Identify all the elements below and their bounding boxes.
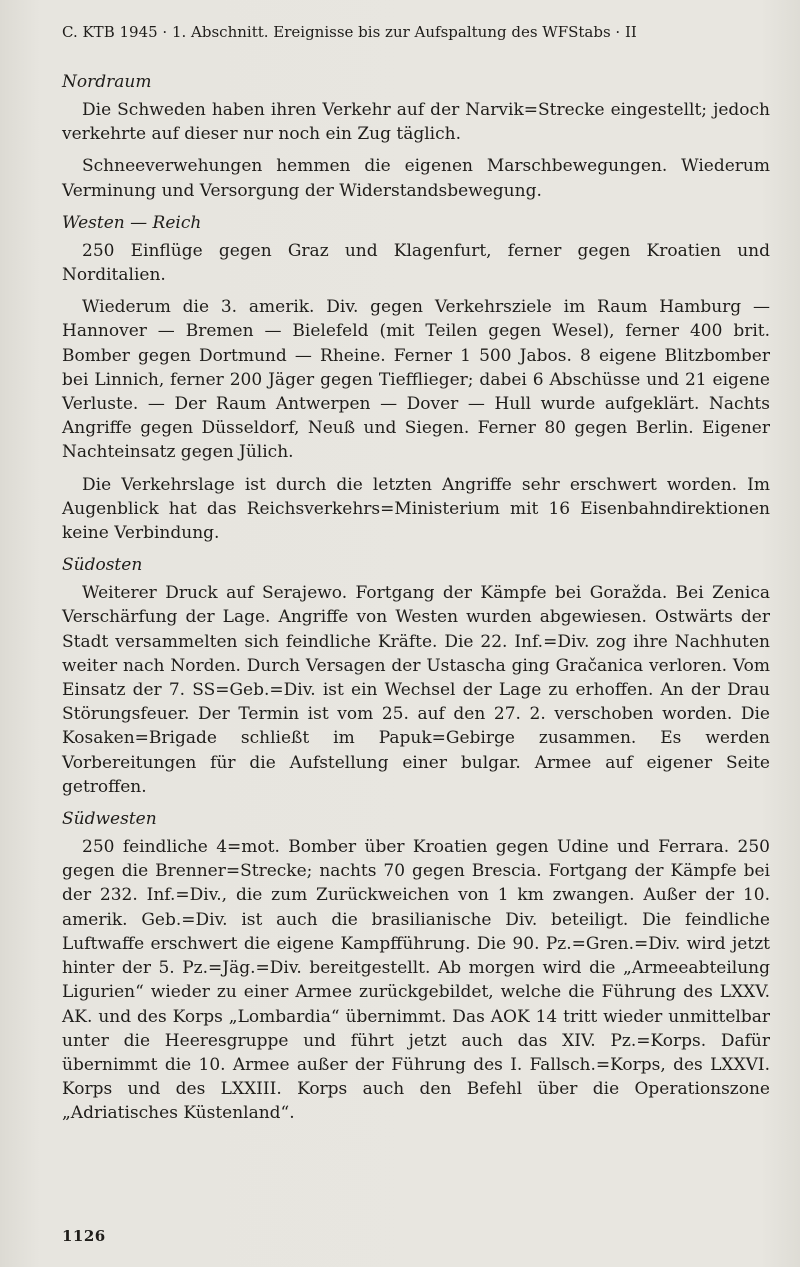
paragraph: Die Schweden haben ihren Verkehr auf der Narvik=Strecke eingestellt; jedoch verkehrte auf dieser nur noch ein Zug täglich. [62,100,770,145]
paragraph: Die Verkehrslage ist durch die letzten Angriffe sehr erschwert worden. Im Augenblick hat das Reichsverkehrs=Ministerium mit 16 Eisenbahndirektionen keine Verbindung. [62,474,770,544]
paragraph: 250 feindliche 4=mot. Bomber über Kroatien gegen Udine und Ferrara. 250 gegen die Brenner=Strecke; nachts 70 gegen Brescia. Fortgang der Kämpfe bei der 232. Inf.=Div., die zum Zurückweichen von 1 km zwangen. Außer der 10. amerik. Geb.=Div. ist auch die brasilianische Div. beteiligt. Die feindliche Luftwaffe erschwert die eigene Kampfführung. Die 90. Pz.=Gren.=Div. wird jetzt hinter der 5. Pz.=Jäg.=Div. bereitgestellt. Ab morgen wird die „Armeeabteilung Ligurien“ wieder zu einer Armee zurückgebildet, welche die Führung des LXXV. AK. und des Korps „Lombardia“ übernimmt. Das AOK 14 tritt wieder unmittelbar unter die Heeresgruppe und führt jetzt auch das XIV. Pz.=Korps. Dafür übernimmt die 10. Armee außer der Führung des I. Fallsch.=Korps, des LXXVI. Korps und des LXXIII. Korps auch den Befehl über die Operationszone „Adriatisches Küstenland“. [62,837,770,1124]
section-heading-suedosten: Südosten [62,555,143,576]
section-heading-suedwesten: Südwesten [62,809,157,830]
running-head: C. KTB 1945 · 1. Abschnitt. Ereignisse bis zur Aufspaltung des WFStabs · II [62,23,637,41]
page-body [62,70,770,1126]
section-heading-westen-reich: Westen — Reich [62,212,202,233]
section-heading-nordraum: Nordraum [62,72,152,92]
page-number: 1126 [62,1227,106,1245]
paragraph: 250 Einflüge gegen Graz und Klagenfurt, ferner gegen Kroatien und Norditalien. [62,240,770,286]
paragraph: Weiterer Druck auf Serajewo. Fortgang der Kämpfe bei Goražda. Bei Zenica Verschärfung der Lage. Angriffe von Westen wurden abgewiesen. Ostwärts der Stadt versammelten sich feindliche Kräfte. Die 22. Inf.=Div. zog ihre Nachhuten weiter nach Norden. Durch Versagen der Ustascha ging Gračanica verloren. Vom Einsatz der 7. SS=Geb.=Div. ist ein Wechsel der Lage zu erhoffen. An der Drau Störungsfeuer. Der Termin ist vom 25. auf den 27. 2. verschoben worden. Die Kosaken=Brigade schließt im Papuk=Gebirge zusammen. Es werden Vorbereitungen für die Aufstellung einer bulgar. Armee auf eigener Seite getroffen. [62,583,770,797]
paragraph: Schneeverwehungen hemmen die eigenen Marschbewegungen. Wiederum Verminung und Versorgung der Widerstandsbewegung. [62,156,770,201]
paragraph: Wiederum die 3. amerik. Div. gegen Verkehrsziele im Raum Hamburg — Hannover — Bremen — Bielefeld (mit Teilen gegen Wesel), ferner 400 brit. Bomber gegen Dortmund — Rheine. Ferner 1 500 Jabos. 8 eigene Blitzbomber bei Linnich, ferner 200 Jäger gegen Tiefflieger; dabei 6 Abschüsse und 21 eigene Verluste. — Der Raum Antwerpen — Dover — Hull wurde aufgeklärt. Nachts Angriffe gegen Düsseldorf, Neuß und Siegen. Ferner 80 gegen Berlin. Eigener Nachteinsatz gegen Jülich. [62,297,770,463]
